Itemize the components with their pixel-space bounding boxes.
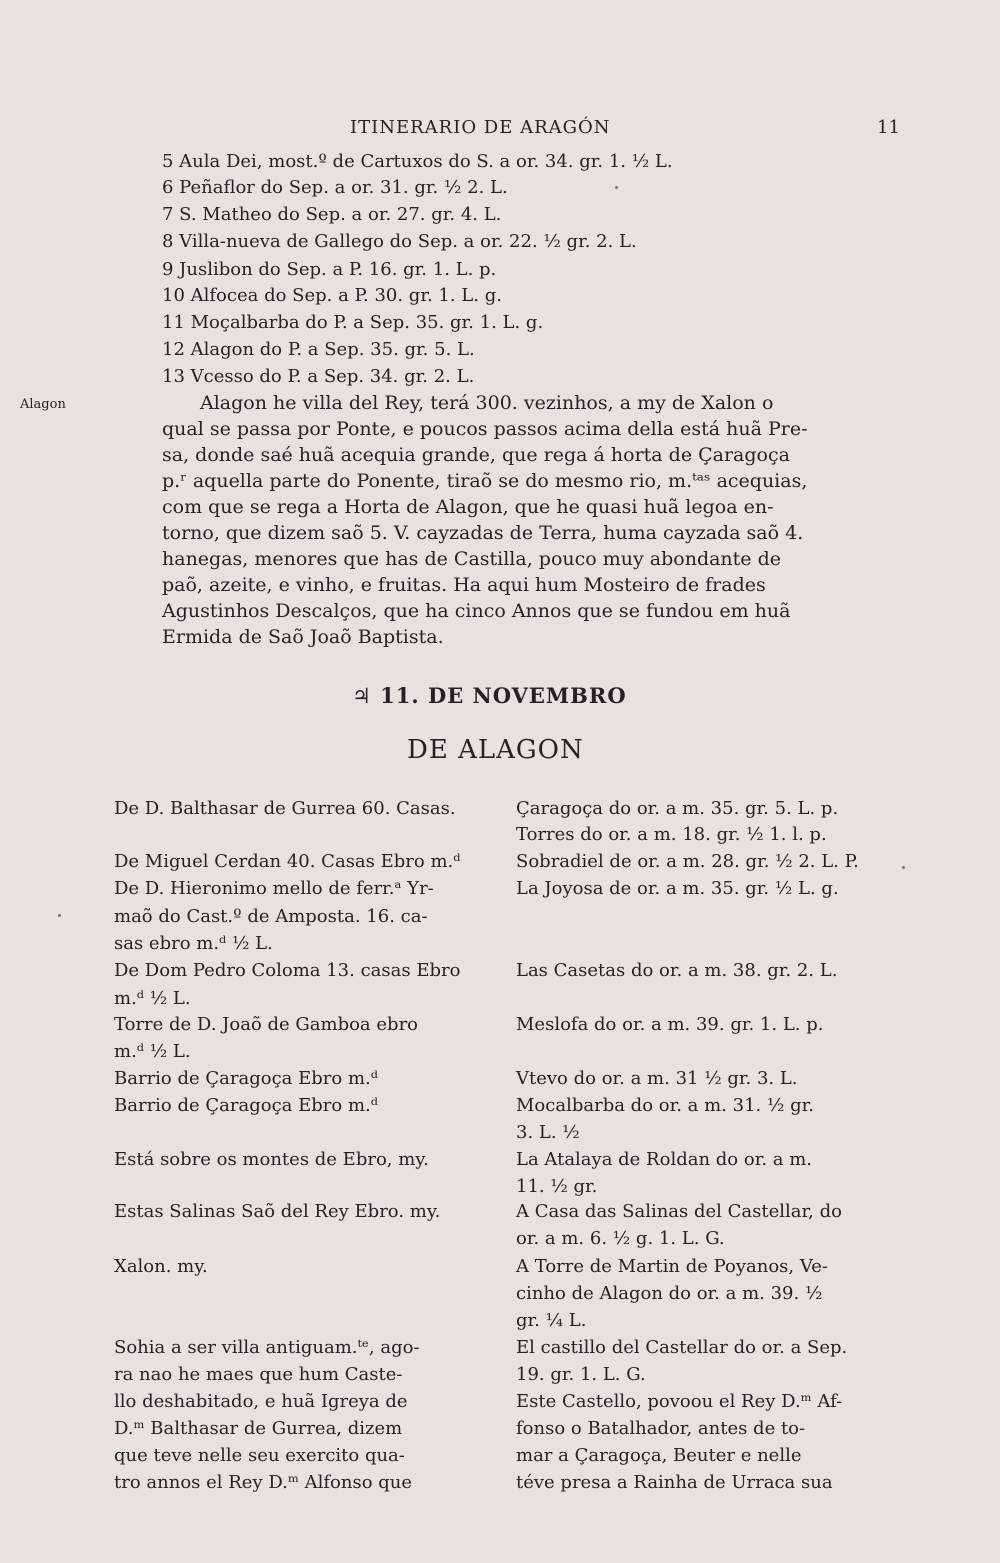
left-line: tro annos el Rey D.ᵐ Alfonso que [114,1472,413,1493]
right-line: Las Casetas do or. a m. 38. gr. 2. L. [516,960,838,981]
print-speck [902,866,905,869]
left-line: Xalon. my. [114,1256,208,1277]
paragraph-line: p.ʳ aquella parte do Ponente, tiraõ se do mesmo rio, m.ᵗᵃˢ acequias, [162,470,808,492]
paragraph-line: Agustinhos Descalços, que ha cinco Annos que se fundou em huã [162,600,791,622]
left-line: De D. Balthasar de Gurrea 60. Casas. [114,798,456,819]
left-line: Barrio de Çaragoça Ebro m.ᵈ [114,1095,378,1116]
right-line: 19. gr. 1. L. G. [516,1364,646,1385]
right-line: fonso o Batalhador, antes de to- [516,1418,806,1439]
left-line: sas ebro m.ᵈ ½ L. [114,933,273,954]
print-speck [58,914,61,917]
paragraph-line: Alagon he villa del Rey, terá 300. vezinhos, a my de Xalon o [200,392,774,414]
paragraph-line: torno, que dizem saõ 5. V. cayzadas de Terra, huma cayzada saõ 4. [162,522,804,544]
list-item: 10 Alfocea do Sep. a P. 30. gr. 1. L. g. [162,285,502,306]
right-line: Çaragoça do or. a m. 35. gr. 5. L. p. [516,798,839,819]
right-line: A Torre de Martin de Poyanos, Ve- [516,1256,828,1277]
left-line: De D. Hieronimo mello de ferr.ᵃ Yr- [114,878,434,899]
list-item: 11 Moçalbarba do P. a Sep. 35. gr. 1. L. g. [162,312,544,333]
list-item: 5 Aula Dei, most.º de Cartuxos do S. a or. 34. gr. 1. ½ L. [162,151,673,172]
margin-note: Alagon [20,397,66,412]
list-item: 13 Vcesso do P. a Sep. 34. gr. 2. L. [162,366,475,387]
list-item: 9 Juslibon do Sep. a P. 16. gr. 1. L. p. [162,259,497,280]
print-speck [615,186,618,189]
alagon-description [162,390,808,650]
right-line: La Joyosa de or. a m. 35. gr. ½ L. g. [516,878,839,899]
running-header: ITINERARIO DE ARAGÓN [350,117,611,138]
left-line: Está sobre os montes de Ebro, my. [114,1149,429,1170]
right-line: Sobradiel de or. a m. 28. gr. ½ 2. L. P. [516,851,859,872]
left-line: llo deshabitado, e huã Igreya de [114,1391,408,1412]
left-line: m.ᵈ ½ L. [114,988,191,1009]
list-item: 8 Villa-nueva de Gallego do Sep. a or. 22. ½ gr. 2. L. [162,231,637,252]
paragraph-line: qual se passa por Ponte, e poucos passos acima della está huã Pre- [162,418,808,440]
right-line: El castillo del Castellar do or. a Sep. [516,1337,848,1358]
left-line: ra nao he maes que hum Caste- [114,1364,403,1385]
list-item: 6 Peñaflor do Sep. a or. 31. gr. ½ 2. L. [162,177,508,198]
right-line: Torres do or. a m. 18. gr. ½ 1. l. p. [516,824,827,845]
right-line: Vtevo do or. a m. 31 ½ gr. 3. L. [516,1068,798,1089]
right-line: Mocalbarba do or. a m. 31. ½ gr. [516,1095,815,1116]
paragraph-line: sa, donde saé huã acequia grande, que rega á horta de Çaragoça [162,444,790,466]
right-line: Meslofa do or. a m. 39. gr. 1. L. p. [516,1014,824,1035]
right-line: 11. ½ gr. [516,1176,598,1197]
left-line: D.ᵐ Balthasar de Gurrea, dizem [114,1418,403,1439]
right-line: téve presa a Rainha de Urraca sua [516,1472,833,1493]
right-line: 3. L. ½ [516,1122,580,1143]
paragraph-line: hanegas, menores que has de Castilla, pouco muy abondante de [162,548,781,570]
date-heading: ♃ 11. DE NOVEMBRO [352,683,627,708]
right-line: La Atalaya de Roldan do or. a m. [516,1149,813,1170]
paragraph-line: paõ, azeite, e vinho, e fruitas. Ha aqui hum Mosteiro de frades [162,574,766,596]
right-line: cinho de Alagon do or. a m. 39. ½ [516,1283,823,1304]
place-heading: DE ALAGON [407,735,584,765]
right-line: Este Castello, povoou el Rey D.ᵐ Af- [516,1391,843,1412]
list-item: 7 S. Matheo do Sep. a or. 27. gr. 4. L. [162,204,502,225]
left-line: De Miguel Cerdan 40. Casas Ebro m.ᵈ [114,851,461,872]
right-line: mar a Çaragoça, Beuter e nelle [516,1445,802,1466]
paragraph-line: com que se rega a Horta de Alagon, que he quasi huã legoa en- [162,496,774,518]
left-line: maõ do Cast.º de Amposta. 16. ca- [114,906,428,927]
left-line: De Dom Pedro Coloma 13. casas Ebro [114,960,461,981]
paragraph-line: Ermida de Saõ Joaõ Baptista. [162,626,444,648]
left-line: que teve nelle seu exercito qua- [114,1445,405,1466]
left-line: m.ᵈ ½ L. [114,1041,191,1062]
left-line: Torre de D. Joaõ de Gamboa ebro [114,1014,419,1035]
left-line: Sohia a ser villa antiguam.ᵗᵉ, ago- [114,1337,420,1358]
right-line: gr. ¼ L. [516,1310,587,1331]
right-line: A Casa das Salinas del Castellar, do [516,1201,842,1222]
left-line: Estas Salinas Saõ del Rey Ebro. my. [114,1201,441,1222]
right-line: or. a m. 6. ½ g. 1. L. G. [516,1228,725,1249]
page-number: 11 [877,117,900,138]
left-line: Barrio de Çaragoça Ebro m.ᵈ [114,1068,378,1089]
list-item: 12 Alagon do P. a Sep. 35. gr. 5. L. [162,339,475,360]
